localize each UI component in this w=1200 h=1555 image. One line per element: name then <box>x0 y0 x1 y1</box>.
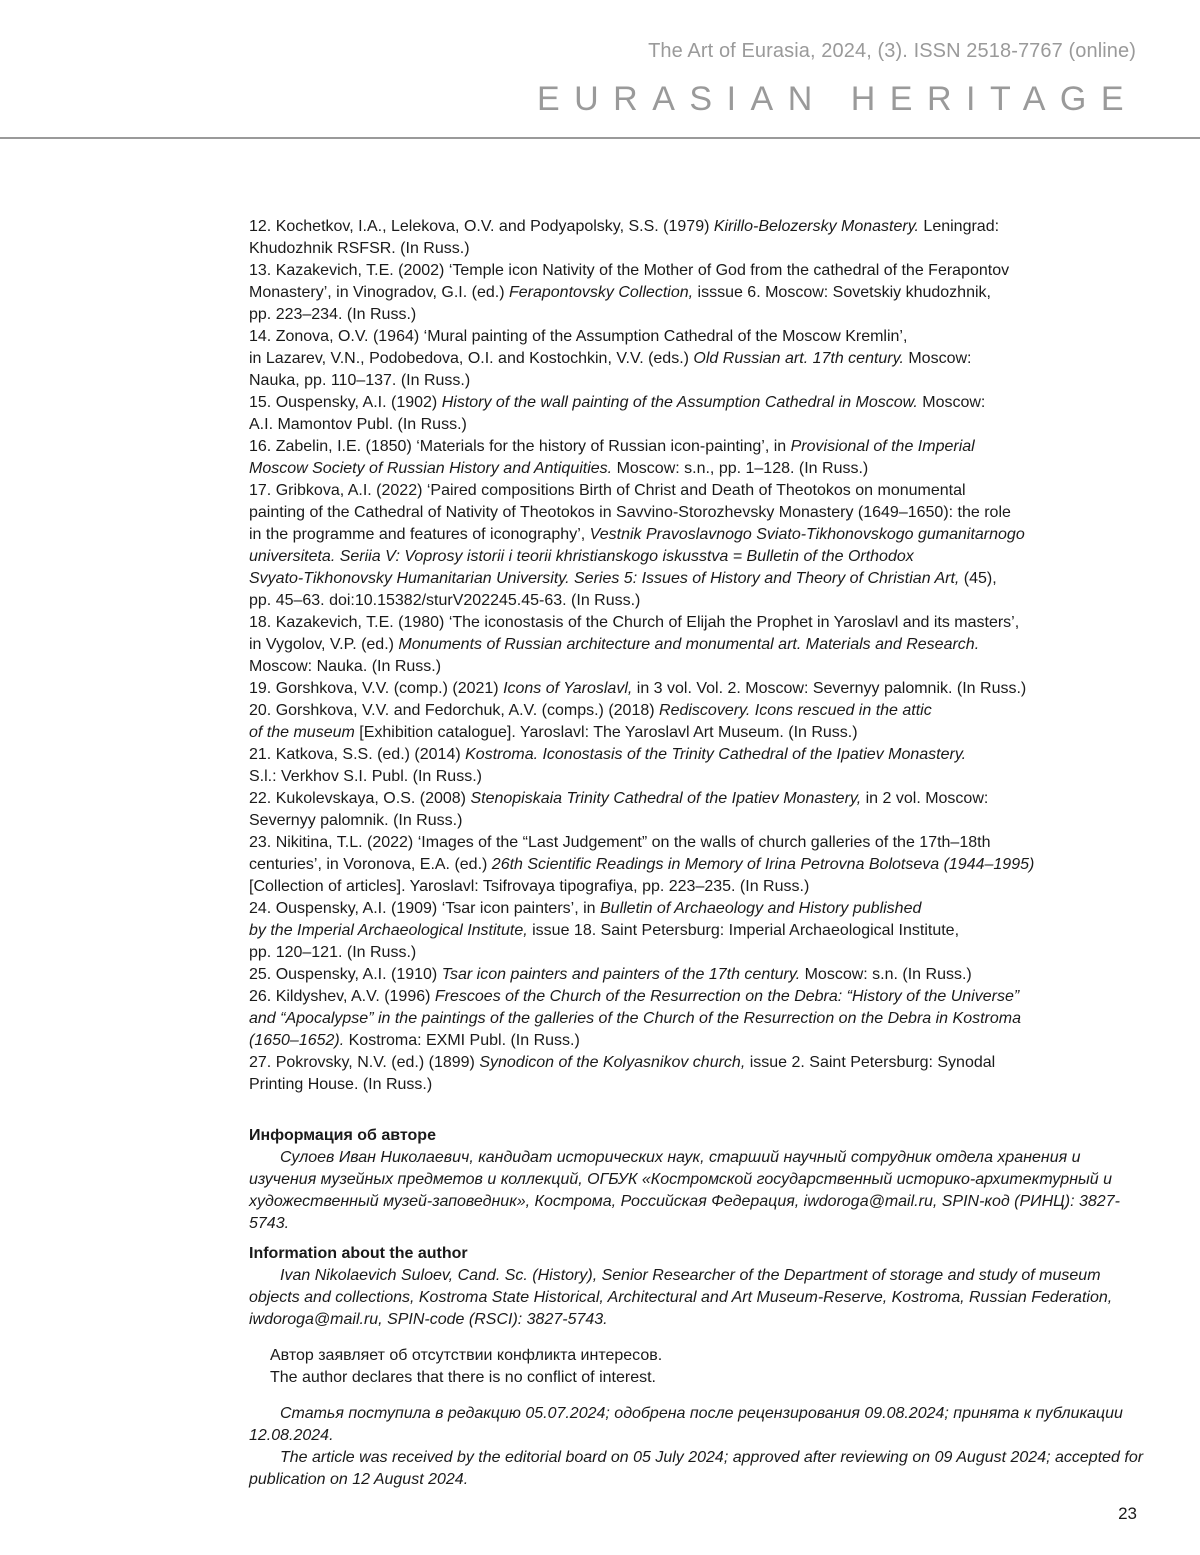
journal-citation: The Art of Eurasia, 2024, (3). ISSN 2518-7767 (online) <box>648 40 1136 62</box>
article-body <box>249 216 1149 1491</box>
conflict-statement <box>249 1345 1149 1389</box>
reference-title: Synodicon of the Kolyasnikov church, <box>479 1054 746 1071</box>
reference-item <box>249 700 1149 744</box>
reference-title: Icons of Yaroslavl, <box>503 680 633 697</box>
reference-title: Rediscovery. Icons rescued in the attic of the museum <box>249 702 932 741</box>
author-info-ru-text: Сулоев Иван Николаевич, кандидат исторических наук, старший научный сотрудник отдела хранения и изучения музейных предметов и коллекций, ОГБУК «Костромской государственный историко-архитектурный и художественный музей-заповедник», Кострома, Российская Федерация, iwdoroga@mail.ru, SPIN-код (РИНЦ): 3827-5743. <box>249 1149 1120 1232</box>
reference-text: Moscow: s.n., pp. 1–128. (In Russ.) <box>612 460 869 477</box>
reference-title: Ferapontovsky Collection, <box>508 284 694 301</box>
reference-number: 15. <box>249 394 272 411</box>
reference-number: 26. <box>249 988 272 1005</box>
author-info-en <box>249 1243 1149 1331</box>
reference-item <box>249 744 1149 788</box>
reference-text: Katkova, S.S. (ed.) (2014) <box>271 746 466 763</box>
reference-text: Moscow: Nauka. (In Russ.) <box>249 658 442 675</box>
reference-text: Moscow: s.n. (In Russ.) <box>800 966 972 983</box>
reference-number: 23. <box>249 834 272 851</box>
reference-item <box>249 216 1149 260</box>
reference-title: 26th Scientific Readings in Memory of Irina Petrovna Bolotseva (1944–1995) <box>491 856 1035 873</box>
reference-item <box>249 678 1149 700</box>
reference-number: 12. <box>249 218 272 235</box>
reference-item <box>249 898 1149 964</box>
section-title: EURASIAN HERITAGE <box>536 80 1138 118</box>
reference-title: Frescoes of the Church of the Resurrection on the Debra: “History of the Universe” and “Apocalypse” in the paintings of the galleries of the Church of the Resurrection on the Debra in Kostroma (1650–1652). <box>249 988 1021 1049</box>
reference-text: Kukolevskaya, O.S. (2008) <box>271 790 471 807</box>
reference-text: Kazakevich, T.E. (1980) ‘The iconostasis of the Church of Elijah the Prophet in Yaroslavl and its masters’, in Vygolov, V.P. (ed.) <box>249 614 1020 653</box>
reference-number: 25. <box>249 966 272 983</box>
reference-text: Gorshkova, V.V. (comp.) (2021) <box>271 680 504 697</box>
reference-title: Monuments of Russian architecture and monumental art. Materials and Research. <box>398 636 980 653</box>
reference-text: Pokrovsky, N.V. (ed.) (1899) <box>271 1054 480 1071</box>
reference-title: Old Russian art. 17th century. <box>693 350 904 367</box>
reference-number: 24. <box>249 900 272 917</box>
reference-text: Leningrad: Khudozhnik RSFSR. (In Russ.) <box>249 218 1000 257</box>
reference-text: [Exhibition catalogue]. Yaroslavl: The Yaroslavl Art Museum. (In Russ.) <box>354 724 858 741</box>
publication-dates-en: The article was received by the editorial board on 05 July 2024; approved after reviewing on 09 August 2024; accepted for publication on 12 August 2024. <box>249 1449 1144 1488</box>
reference-text: Kochetkov, I.A., Lelekova, O.V. and Podyapolsky, S.S. (1979) <box>271 218 714 235</box>
reference-title: Stenopiskaia Trinity Cathedral of the Ipatiev Monastery, <box>470 790 862 807</box>
reference-text: Zonova, O.V. (1964) ‘Mural painting of the Assumption Cathedral of the Moscow Kremlin’, in Lazarev, V.N., Podobedova, O.I. and Kostochkin, V.V. (eds.) <box>249 328 908 367</box>
reference-title: Provisional of the Imperial Moscow Society of Russian History and Antiquities. <box>249 438 975 477</box>
reference-number: 22. <box>249 790 272 807</box>
reference-text: Gorshkova, V.V. and Fedorchuk, A.V. (comps.) (2018) <box>271 702 660 719</box>
reference-text: Kostroma: EXMI Publ. (In Russ.) <box>344 1032 580 1049</box>
reference-text: issue 18. Saint Petersburg: Imperial Archaeological Institute, pp. 120–121. (In Russ.) <box>249 922 960 961</box>
reference-item <box>249 326 1149 392</box>
reference-title: Kostroma. Iconostasis of the Trinity Cathedral of the Ipatiev Monastery. <box>465 746 967 763</box>
reference-title: Vestnik Pravoslavnogo Sviato-Tikhonovskogo gumanitarnogo universiteta. Seriia V: Voprosy istorii i teorii khristianskogo iskusstva = Bulletin of the Orthodox Svyato-Tikhonovsky Humanitarian University. Series 5: Issues of History and Theory of Christian Art, <box>249 526 1025 587</box>
reference-text: isssue 6. Moscow: Sovetskiy khudozhnik, pp. 223–234. (In Russ.) <box>249 284 991 323</box>
reference-text: Zabelin, I.E. (1850) ‘Materials for the history of Russian icon-painting’, in <box>271 438 791 455</box>
reference-text: [Collection of articles]. Yaroslavl: Tsifrovaya tipografiya, pp. 223–235. (In Russ.) <box>249 878 810 895</box>
reference-text: issue 2. Saint Petersburg: Synodal Printing House. (In Russ.) <box>249 1054 996 1093</box>
reference-number: 19. <box>249 680 272 697</box>
reference-item <box>249 832 1149 898</box>
reference-text: Nikitina, T.L. (2022) ‘Images of the “Last Judgement” on the walls of church galleries of the 17th–18th centuries’, in Voronova, E.A. (ed.) <box>249 834 991 873</box>
publication-dates <box>249 1403 1149 1491</box>
reference-item <box>249 612 1149 678</box>
reference-item <box>249 964 1149 986</box>
reference-title: History of the wall painting of the Assumption Cathedral in Moscow. <box>441 394 918 411</box>
reference-title: Kirillo-Belozersky Monastery. <box>713 218 919 235</box>
reference-text: Kildyshev, A.V. (1996) <box>271 988 435 1005</box>
reference-item <box>249 260 1149 326</box>
reference-text: S.l.: Verkhov S.I. Publ. (In Russ.) <box>249 768 482 785</box>
reference-text: Ouspensky, A.I. (1902) <box>271 394 442 411</box>
author-info-en-heading: Information about the author <box>249 1245 468 1262</box>
reference-number: 13. <box>249 262 272 279</box>
reference-title: Bulletin of Archaeology and History published by the Imperial Archaeological Institute, <box>249 900 922 939</box>
reference-text: Ouspensky, A.I. (1909) ‘Tsar icon painters’, in <box>271 900 600 917</box>
reference-text: Ouspensky, A.I. (1910) <box>271 966 442 983</box>
conflict-statement-en: The author declares that there is no conflict of interest. <box>270 1369 656 1386</box>
reference-number: 21. <box>249 746 272 763</box>
reference-item <box>249 436 1149 480</box>
reference-number: 17. <box>249 482 272 499</box>
reference-text: Moscow: A.I. Mamontov Publ. (In Russ.) <box>249 394 986 433</box>
reference-number: 20. <box>249 702 272 719</box>
reference-list <box>249 216 1149 1096</box>
author-info-ru <box>249 1125 1149 1235</box>
publication-dates-ru: Статья поступила в редакцию 05.07.2024; одобрена после рецензирования 09.08.2024; принята к публикации 12.08.2024. <box>249 1405 1123 1444</box>
reference-item <box>249 986 1149 1052</box>
header-divider <box>0 137 1200 139</box>
reference-item <box>249 480 1149 612</box>
reference-item <box>249 788 1149 832</box>
reference-text: Gribkova, A.I. (2022) ‘Paired compositions Birth of Christ and Death of Theotokos on monumental painting of the Cathedral of Nativity of Theotokos in Savvino-Storozhevsky Monastery (1649–1650): the role in the programme and features of iconography’, <box>249 482 1011 543</box>
reference-number: 16. <box>249 438 272 455</box>
reference-text: in 2 vol. Moscow: Severnyy palomnik. (In Russ.) <box>249 790 989 829</box>
reference-number: 27. <box>249 1054 272 1071</box>
reference-text: Moscow: Nauka, pp. 110–137. (In Russ.) <box>249 350 972 389</box>
reference-title: Tsar icon painters and painters of the 17th century. <box>441 966 801 983</box>
page-number: 23 <box>1118 1504 1137 1523</box>
reference-text: (45), pp. 45–63. doi:10.15382/sturV202245.45-63. (In Russ.) <box>249 570 997 609</box>
reference-text: Kazakevich, T.E. (2002) ‘Temple icon Nativity of the Mother of God from the cathedral of the Ferapontov Monastery’, in Vinogradov, G.I. (ed.) <box>249 262 1010 301</box>
reference-number: 18. <box>249 614 272 631</box>
reference-text: in 3 vol. Vol. 2. Moscow: Severnyy palomnik. (In Russ.) <box>632 680 1027 697</box>
reference-item <box>249 392 1149 436</box>
conflict-statement-ru: Автор заявляет об отсутствии конфликта интересов. <box>270 1347 663 1364</box>
reference-item <box>249 1052 1149 1096</box>
author-info-ru-heading: Информация об авторе <box>249 1127 436 1144</box>
reference-number: 14. <box>249 328 272 345</box>
author-info-en-text: Ivan Nikolaevich Suloev, Cand. Sc. (History), Senior Researcher of the Department of storage and study of museum objects and collections, Kostroma State Historical, Architectural and Art Museum-Reserve, Kostroma, Russian Federation, iwdoroga@mail.ru, SPIN-code (RSCI): 3827-5743. <box>249 1267 1113 1328</box>
